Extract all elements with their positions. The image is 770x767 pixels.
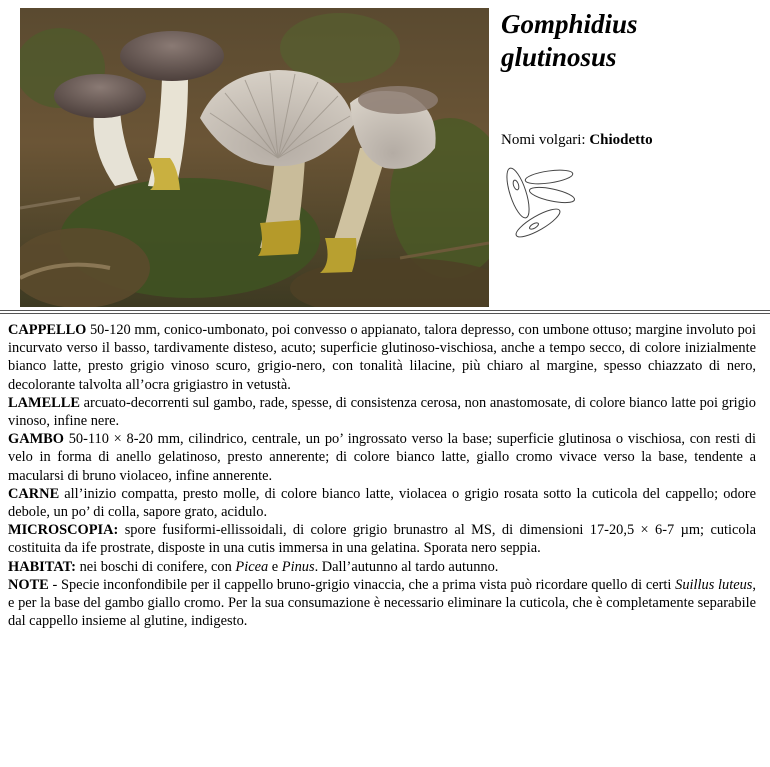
- carne-label: CARNE: [8, 485, 60, 502]
- habitat-genus-picea: Picea: [235, 558, 269, 575]
- spore-drawing-icon: [502, 165, 582, 245]
- note-text-b: , e per la base del gambo giallo cromo. Per la sua consumazione è necessario eliminare la cuticola, che è completamente separabile dal cappello insieme al glutine, indigesto.: [8, 576, 756, 630]
- microscopia-paragraph: [8, 521, 756, 557]
- habitat-text-c: . Dall’autunno al tardo autunno.: [314, 558, 499, 575]
- cappello-paragraph: [8, 321, 756, 394]
- section-divider: [0, 310, 770, 314]
- carne-text: all’inizio compatta, presto molle, di colore bianco latte, violacea o grigio rosata sotto la cuticola del cappello; odore debole, un po’ di colla, sapore grato, acidulo.: [8, 485, 756, 521]
- spore-drawing: [502, 165, 582, 245]
- habitat-paragraph: [8, 558, 756, 576]
- note-species-suillus: Suillus luteus: [675, 576, 753, 593]
- lamelle-label: LAMELLE: [8, 394, 80, 411]
- habitat-text-b: e: [268, 558, 282, 575]
- cappello-text: 50-120 mm, conico-umbonato, poi convesso o appianato, talora depresso, con umbone ottuso; margine involuto poi incurvato verso il basso, tardivamente disteso, acuto; superficie glutinoso-vischiosa, anche a tempo secco, di colore inizialmente bianco latte, presto grigio vinoso scuro, grigio-nero, con tonalità lilacine, più chiaro al margine, spesso chiazzato di nero, decolorante talvolta all’ocra grigiastro in vetustà.: [8, 322, 756, 393]
- lamelle-paragraph: [8, 394, 756, 430]
- cappello-label: CAPPELLO: [8, 322, 87, 338]
- gambo-paragraph: [8, 430, 756, 485]
- title-genus: Gomphidius: [501, 9, 638, 39]
- lamelle-text: arcuato-decorrenti sul gambo, rade, spesse, di consistenza cerosa, non anastomosate, di colore bianco latte poi grigio vinoso, infine nere.: [8, 394, 756, 430]
- habitat-genus-pinus: Pinus: [281, 558, 315, 575]
- note-paragraph: [8, 576, 756, 631]
- carne-paragraph: [8, 485, 756, 521]
- note-text-a: - Specie inconfondibile per il cappello bruno-grigio vinaccia, che a prima vista può ricordare quello di certi: [48, 576, 676, 593]
- common-name-value: Chiodetto: [589, 132, 653, 148]
- habitat-text-a: nei boschi di conifere, con: [75, 558, 236, 575]
- microscopia-label: MICROSCOPIA:: [8, 522, 119, 539]
- gambo-text: 50-110 × 8-20 mm, cilindrico, centrale, un po’ ingrossato verso la base; superficie glutinosa o vischiosa, con resti di velo in forma di anello gelatinoso, presto annerente; di colore bianco latte, giallo cromo vivace verso la base, tendente a macularsi di bruno violaceo, infine annerente.: [8, 431, 756, 484]
- gambo-label: GAMBO: [8, 431, 64, 448]
- mushroom-photo-icon: [20, 8, 489, 307]
- common-name-label: Nomi volgari:: [501, 132, 590, 148]
- species-description: [8, 321, 756, 630]
- note-label: NOTE: [8, 576, 49, 593]
- habitat-label: HABITAT:: [8, 558, 76, 575]
- title-species: glutinosus: [501, 42, 617, 72]
- microscopia-text: spore fusiformi-ellissoidali, di colore grigio brunastro al MS, di dimensioni 17-20,5 × 6-7 µm; cuticola costituita da ife prostrate, disposte in una cutis immersa in una gelatina. Sporata nero seppia.: [8, 522, 756, 557]
- mushroom-photo: [20, 8, 489, 307]
- species-title: [501, 8, 761, 74]
- common-name: [501, 131, 653, 149]
